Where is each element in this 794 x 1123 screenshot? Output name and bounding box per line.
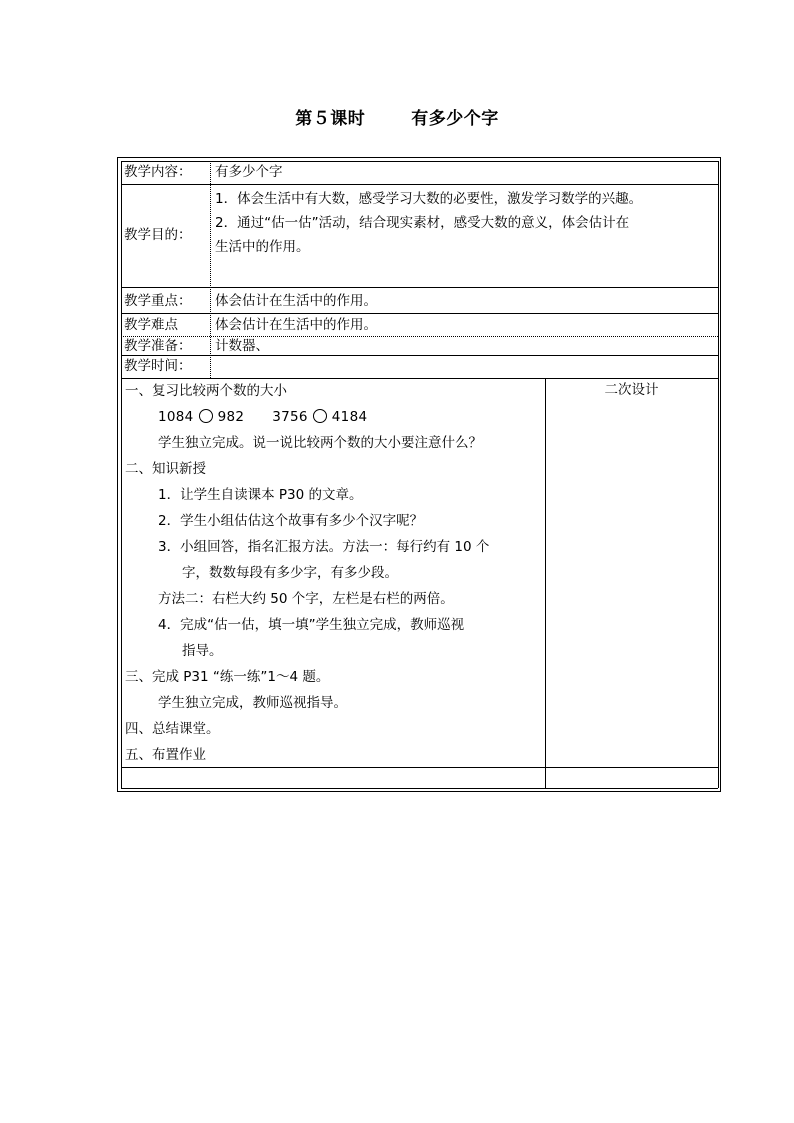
goals-label: 教学目的： [124, 227, 192, 243]
section-3-title: 三、完成 P31 “练一练”1～4 题。 [125, 669, 330, 685]
goal-item: 生活中的作用。 [215, 239, 310, 255]
lesson-topic: 有多少个字 [411, 109, 499, 129]
section-5-title: 五、布置作业 [125, 747, 206, 763]
table-left-inner-border [121, 161, 122, 788]
preparation-label: 教学准备： [124, 338, 192, 354]
table-right-inner-border [718, 161, 719, 788]
difficulty-value: 体会估计在生活中的作用。 [215, 317, 377, 333]
compare-circle-icon [313, 409, 327, 423]
key-point-value: 体会估计在生活中的作用。 [215, 293, 377, 309]
compare-circle-icon [199, 409, 213, 423]
section-2-method-2: 方法二：右栏大约 50 个字，左栏是右栏的两倍。 [158, 591, 454, 607]
time-label: 教学时间： [124, 358, 192, 374]
section-1-title: 一、复习比较两个数的大小 [125, 383, 287, 399]
section-2-item-2: 2．学生小组估估这个故事有多少个汉字呢？ [158, 513, 424, 529]
page-title [0, 104, 794, 129]
goal-item: 2．通过“估一估”活动，结合现实素材，感受大数的意义，体会估计在 [215, 215, 630, 231]
content-value: 有多少个字 [215, 164, 283, 180]
number-c: 3756 [272, 409, 308, 425]
content-label: 教学内容： [124, 164, 192, 180]
preparation-value: 计数器、 [215, 338, 269, 354]
row-divider [121, 378, 718, 379]
section-2-item-4-cont: 指导。 [182, 643, 223, 659]
section-3-note: 学生独立完成，教师巡视指导。 [158, 695, 347, 711]
section-2-item-4: 4．完成“估一估，填一填”学生独立完成，教师巡视 [158, 617, 465, 633]
number-b: 982 [217, 409, 245, 425]
goals-value [215, 187, 718, 259]
difficulty-label: 教学难点 [124, 317, 178, 333]
section-2-item-3: 3．小组回答，指名汇报方法。方法一：每行约有 10 个 [158, 539, 490, 555]
second-design-header: 二次设计 [604, 382, 659, 398]
lesson-number: 第５课时 [295, 109, 366, 129]
row-divider [121, 767, 718, 768]
number-a: 1084 [158, 409, 194, 425]
section-4-title: 四、总结课堂。 [125, 721, 220, 737]
table-bottom-inner-border [121, 788, 718, 789]
section-2-title: 二、知识新授 [125, 461, 206, 477]
comparison-exercise [158, 408, 367, 427]
goal-item: 1．体会生活中有大数，感受学习大数的必要性，激发学习数学的兴趣。 [215, 191, 643, 207]
second-design-column-divider [545, 378, 546, 788]
number-d: 4184 [331, 409, 368, 425]
section-2-item-1: 1．让学生自读课本 P30 的文章。 [158, 487, 363, 503]
key-point-label: 教学重点： [124, 293, 192, 309]
label-column-divider [210, 161, 211, 378]
section-1-note: 学生独立完成。说一说比较两个数的大小要注意什么？ [158, 435, 482, 451]
section-2-item-3-cont: 字，数数每段有多少字，有多少段。 [182, 565, 398, 581]
